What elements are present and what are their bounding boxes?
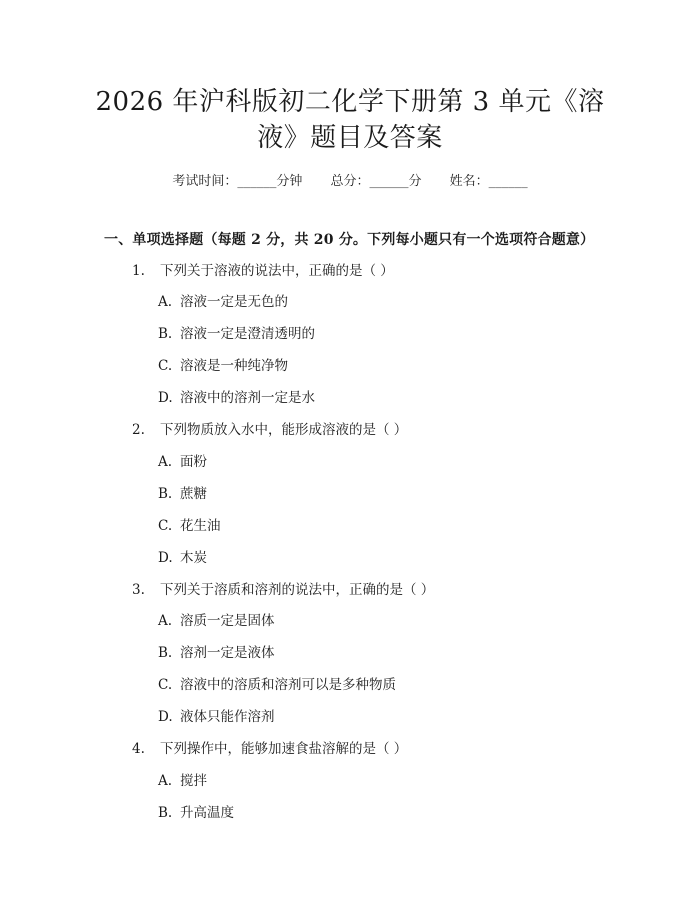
document-title-line-2: 液》题目及答案	[257, 123, 443, 153]
option-letter: D.	[158, 550, 173, 566]
option-letter: A.	[158, 454, 173, 470]
option-letter: A.	[158, 773, 173, 789]
option-text: 溶液一定是澄清透明的	[180, 326, 315, 342]
option-3b	[158, 644, 275, 662]
option-1d	[158, 389, 315, 407]
option-3a	[158, 612, 275, 630]
question-number: 3.	[132, 582, 145, 598]
option-1b	[158, 325, 315, 343]
option-1a	[158, 293, 288, 311]
option-text: 溶液中的溶质和溶剂可以是多种物质	[180, 677, 396, 693]
option-2a	[158, 453, 207, 471]
option-text: 溶液是一种纯净物	[180, 358, 288, 374]
option-text: 溶剂一定是液体	[180, 645, 275, 661]
total-score: 总分：______分	[330, 174, 422, 189]
exam-meta	[0, 170, 700, 189]
option-letter: B.	[158, 326, 173, 342]
option-text: 面粉	[180, 454, 207, 470]
option-3d	[158, 708, 275, 726]
option-2b	[158, 485, 207, 503]
question-stem: 下列关于溶液的说法中，正确的是（ ）	[160, 263, 394, 279]
option-1c	[158, 357, 288, 375]
option-letter: A.	[158, 613, 173, 629]
question-4	[132, 740, 407, 758]
option-letter: A.	[158, 294, 173, 310]
option-letter: D.	[158, 390, 173, 406]
question-stem: 下列关于溶质和溶剂的说法中，正确的是（ ）	[160, 582, 435, 598]
question-stem: 下列物质放入水中，能形成溶液的是（ ）	[160, 422, 408, 438]
option-letter: D.	[158, 709, 173, 725]
exam-time: 考试时间：______分钟	[172, 174, 303, 189]
document-title-line-1: 2026 年沪科版初二化学下册第 3 单元《溶	[95, 87, 605, 117]
question-stem: 下列操作中，能够加速食盐溶解的是（ ）	[160, 741, 408, 757]
student-name: 姓名：______	[449, 174, 528, 189]
option-letter: B.	[158, 645, 173, 661]
question-number: 1.	[132, 263, 145, 279]
section-heading: 一、单项选择题（每题 2 分，共 20 分。下列每小题只有一个选项符合题意）	[104, 232, 595, 248]
question-number: 2.	[132, 422, 145, 438]
option-2d	[158, 549, 207, 567]
option-letter: C.	[158, 518, 173, 534]
option-text: 溶质一定是固体	[180, 613, 275, 629]
option-text: 木炭	[180, 550, 207, 566]
question-2	[132, 421, 407, 439]
question-3	[132, 581, 434, 599]
option-text: 溶液中的溶剂一定是水	[180, 390, 315, 406]
option-4b	[158, 804, 234, 822]
option-text: 升高温度	[180, 805, 234, 821]
option-text: 蔗糖	[180, 486, 207, 502]
option-4a	[158, 772, 207, 790]
option-2c	[158, 517, 221, 535]
question-1	[132, 262, 394, 280]
option-3c	[158, 676, 396, 694]
option-letter: B.	[158, 805, 173, 821]
option-letter: C.	[158, 677, 173, 693]
option-text: 搅拌	[180, 773, 207, 789]
option-text: 溶液一定是无色的	[180, 294, 288, 310]
option-letter: C.	[158, 358, 173, 374]
option-text: 花生油	[180, 518, 221, 534]
option-letter: B.	[158, 486, 173, 502]
question-number: 4.	[132, 741, 145, 757]
option-text: 液体只能作溶剂	[180, 709, 275, 725]
